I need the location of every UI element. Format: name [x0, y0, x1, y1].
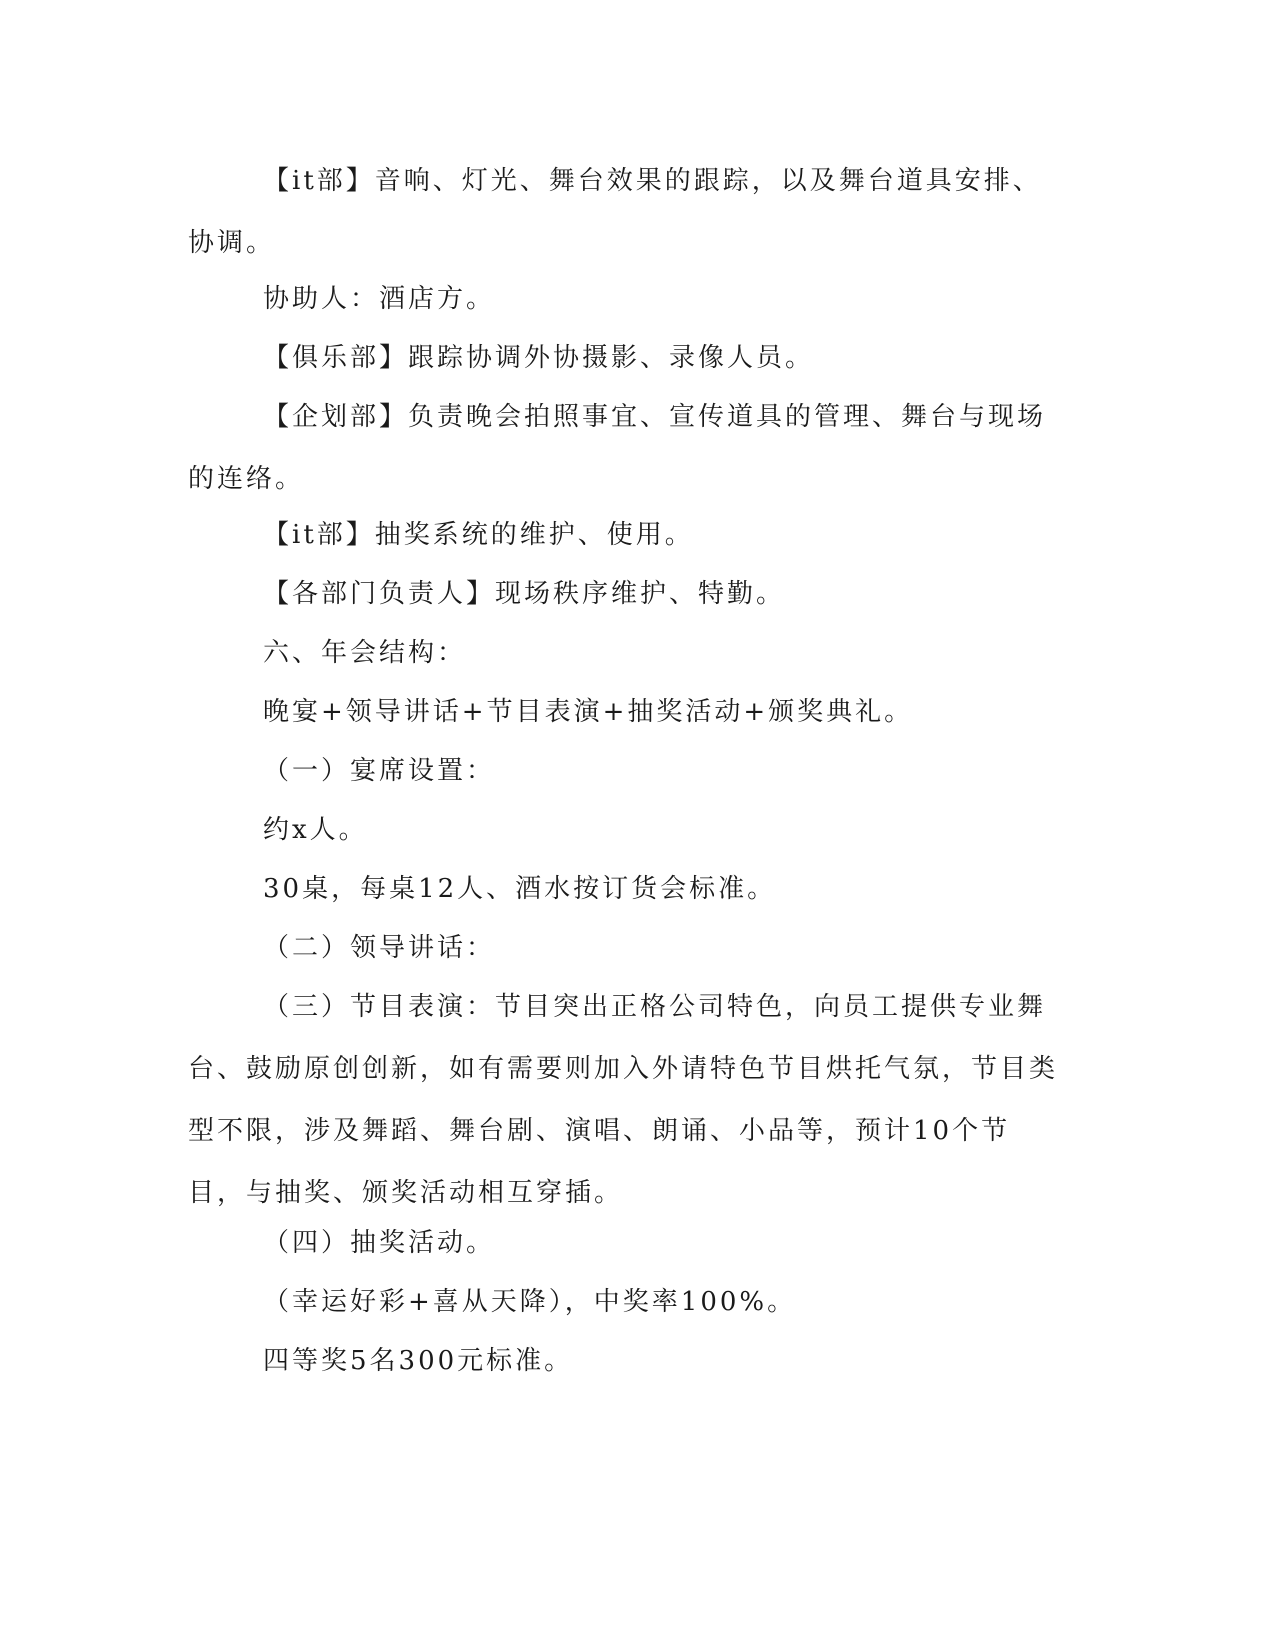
paragraph-dept-heads: 【各部门负责人】现场秩序维护、特勤。 — [263, 579, 786, 609]
paragraph-it-dept-stage: 【it部】音响、灯光、舞台效果的跟踪，以及舞台道具安排、协调。 — [188, 166, 1042, 258]
paragraph-attendees: 约x人。 — [263, 815, 368, 845]
section-heading-structure: 六、年会结构： — [263, 638, 467, 668]
paragraph-structure-summary: 晚宴+领导讲话+节目表演+抽奖活动+颁奖典礼。 — [263, 697, 914, 727]
subheading-banquet: （一）宴席设置： — [263, 756, 496, 786]
paragraph-performances: （三）节目表演：节目突出正格公司特色，向员工提供专业舞台、鼓励原创创新，如有需要则加入外请特色节目烘托气氛，节目类型不限，涉及舞蹈、舞台剧、演唱、朗诵、小品等，预计10个节目，与抽奖、颁奖活动相互穿插。 — [188, 992, 1059, 1208]
paragraph-lottery-rate: （幸运好彩+喜从天降），中奖率100%。 — [263, 1287, 797, 1317]
paragraph-planning-dept: 【企划部】负责晚会拍照事宜、宣传道具的管理、舞台与现场的连络。 — [188, 402, 1047, 494]
subheading-leader-speech: （二）领导讲话： — [263, 933, 496, 963]
paragraph-club-dept: 【俱乐部】跟踪协调外协摄影、录像人员。 — [263, 343, 815, 373]
paragraph-tables: 30桌，每桌12人、酒水按订货会标准。 — [263, 874, 777, 904]
paragraph-it-dept-lottery: 【it部】抽奖系统的维护、使用。 — [263, 520, 694, 550]
subheading-lottery: （四）抽奖活动。 — [263, 1228, 496, 1258]
paragraph-assistant: 协助人：酒店方。 — [263, 284, 496, 314]
paragraph-fourth-prize: 四等奖5名300元标准。 — [263, 1346, 574, 1376]
